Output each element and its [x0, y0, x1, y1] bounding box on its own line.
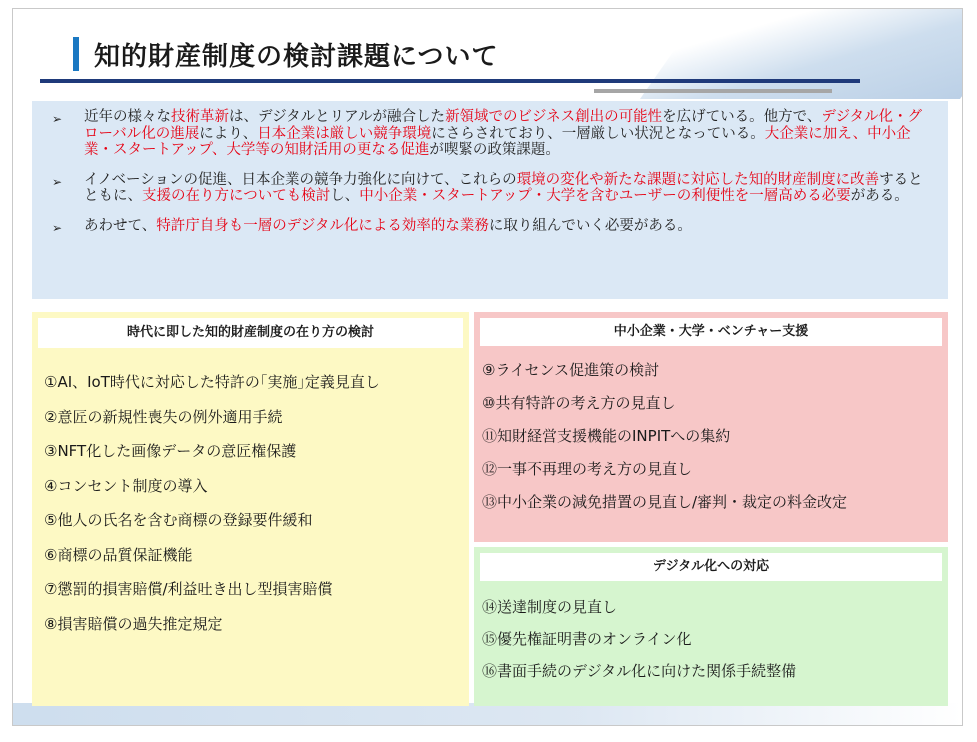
list-item: ④コンセント制度の導入	[44, 476, 208, 495]
list-item: ⑭送達制度の見直し	[482, 598, 618, 616]
body-text: し、	[330, 188, 360, 204]
highlight-text: 支援の在り方についても検討	[142, 188, 331, 204]
title-subline	[594, 89, 832, 93]
arrow-bullet-icon: ➢	[52, 112, 63, 126]
list-item: ⑫一事不再理の考え方の見直し	[482, 460, 693, 478]
title-accent-bar	[73, 37, 79, 71]
list-item: ⑨ライセンス促進策の検討	[482, 361, 660, 379]
body-text: するとともに、	[84, 171, 923, 204]
page-title: 知的財産制度の検討課題について	[94, 42, 499, 72]
title-underline	[40, 79, 860, 83]
item-list	[32, 348, 469, 634]
arrow-bullet-icon: ➢	[52, 220, 63, 235]
body-text: に取り組んでいく必要がある。	[488, 217, 692, 234]
bottom-decoration	[13, 703, 962, 725]
highlight-text: 技術革新	[171, 109, 229, 125]
arrow-bullet-icon: ➢	[52, 174, 63, 189]
body-text: にさらされており、一層厳しい状況となっている。	[431, 125, 765, 142]
bullet-item	[52, 109, 930, 159]
body-text: を広げている。他方で、	[662, 109, 822, 125]
body-text: あわせて、	[84, 217, 157, 234]
highlight-text: デジタル化・グローバル化の進展	[84, 109, 922, 142]
highlight-text: 環境の変化や新たな課題に対応した知的財産制度に改善	[516, 171, 880, 188]
list-item: ⑦懲罰的損害賠償/利益吐き出し型損害賠償	[44, 580, 333, 598]
body-text: は、デジタルとリアルが融合した	[229, 109, 446, 125]
panel-legal-review	[32, 312, 469, 706]
summary-box	[32, 101, 948, 299]
list-item: ⑯書面手続のデジタル化に向けた関係手続整備	[482, 662, 797, 680]
bullet-text	[84, 218, 930, 237]
list-item: ⑮優先権証明書のオンライン化	[482, 630, 692, 648]
list-item: ⑤他人の氏名を含む商標の登録要件緩和	[44, 511, 313, 529]
highlight-text: 日本企業は厳しい競争環境	[257, 125, 432, 142]
list-item: ⑪知財経営支援機能のINPITへの集約	[482, 427, 731, 445]
highlight-text: 中小企業・スタートアップ・大学を含むユーザーの利便性を一層高める必要	[359, 188, 851, 204]
panel-header: 時代に即した知的財産制度の在り方の検討	[38, 318, 463, 348]
panel-digitalization	[474, 547, 948, 706]
panel-header: 中小企業・大学・ベンチャー支援	[480, 318, 942, 346]
highlight-text: 特許庁自身も一層のデジタル化による効率的な業務	[156, 217, 489, 234]
list-item: ①AI、IoT時代に対応した特許の｢実施｣定義見直し	[44, 373, 380, 391]
highlight-text: 新領域でのビジネス創出の可能性	[445, 109, 663, 125]
panel-sme-support	[474, 312, 948, 542]
corner-decoration	[640, 8, 963, 99]
bullet-text	[84, 109, 930, 159]
body-text: により、	[199, 125, 258, 142]
list-item: ②意匠の新規性喪失の例外適用手続	[44, 407, 283, 426]
list-item: ⑧損害賠償の過失推定規定	[44, 614, 223, 633]
list-item: ⑬中小企業の減免措置の見直し/審判・裁定の料金改定	[482, 493, 848, 511]
body-text: 近年の様々な	[84, 109, 171, 125]
list-item: ③NFT化した画像データの意匠権保護	[44, 442, 297, 460]
body-text: がある。	[850, 188, 909, 204]
bullet-text	[84, 172, 930, 205]
highlight-text: 大企業に加え、中小企業・スタートアップ、大学等の知財活用の更なる促進	[84, 125, 911, 158]
body-text: が喫緊の政策課題。	[429, 142, 560, 158]
panel-header: デジタル化への対応	[480, 553, 942, 581]
list-item: ⑥商標の品質保証機能	[44, 545, 193, 564]
bullet-item	[52, 218, 930, 237]
item-list	[474, 346, 948, 512]
list-item: ⑩共有特許の考え方の見直し	[482, 394, 676, 412]
body-text: イノベーションの促進、日本企業の競争力強化に向けて、これらの	[84, 171, 517, 188]
bullet-item	[52, 172, 930, 205]
item-list	[474, 581, 948, 681]
